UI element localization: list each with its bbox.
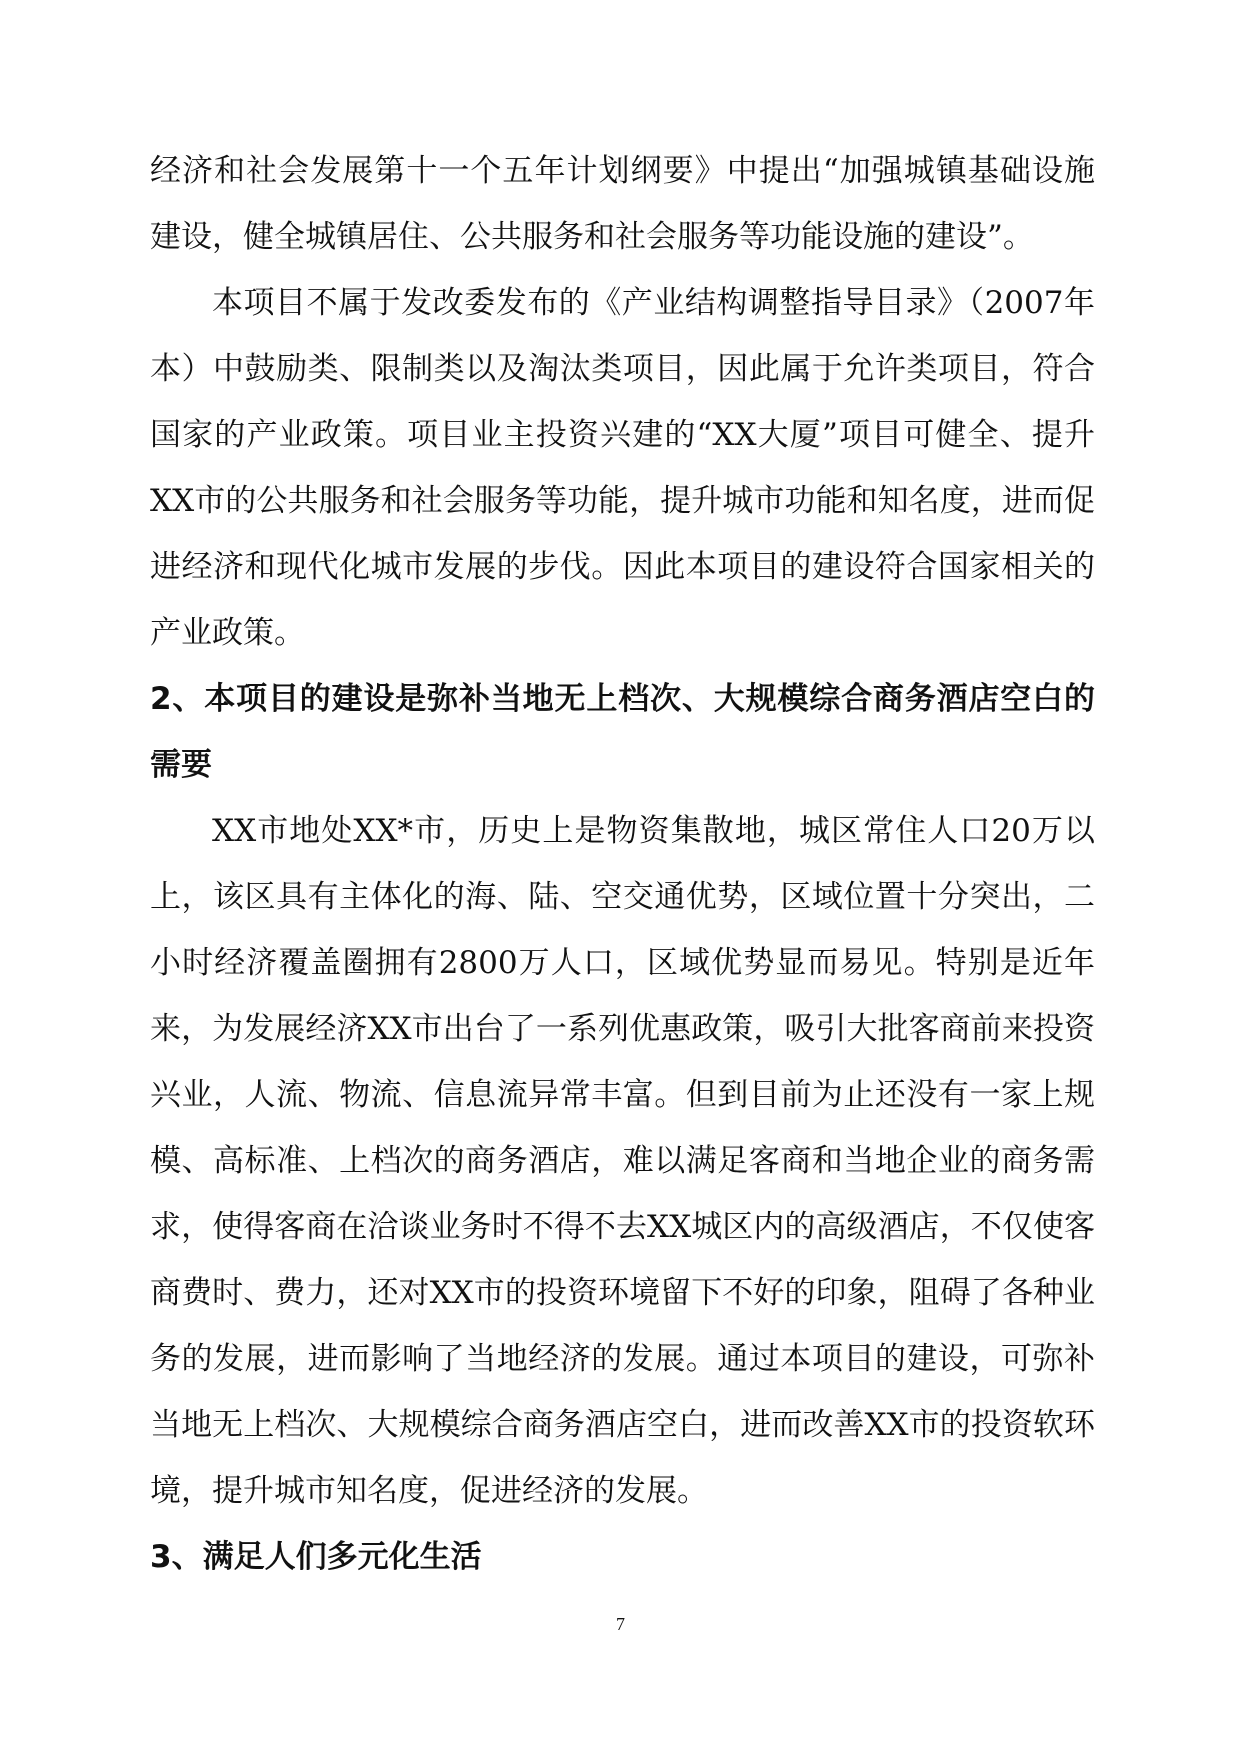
page-number: 7 — [616, 1614, 625, 1634]
section-heading-3: 3、满足人们多元化生活 — [150, 1539, 482, 1575]
paragraph-industry-policy: 本项目不属于发改委发布的《产业结构调整指导目录》（2007年本）中鼓励类、限制类以及淘汰类项目，因此属于允许类项目，符合国家的产业政策。项目业主投资兴建的“XX大厦”项目可健全、提升XX市的公共服务和社会服务等功能，提升城市功能和知名度，进而促进经济和现代化城市发展的步伐。因此本项目的建设符合国家相关的产业政策。 — [150, 285, 1095, 651]
paragraph-business-hotel-need: XX市地处XX*市，历史上是物资集散地，城区常住人口20万以上，该区具有主体化的海、陆、空交通优势，区域位置十分突出，二小时经济覆盖圈拥有2800万人口，区域优势显而易见。特别是近年来，为发展经济XX市出台了一系列优惠政策，吸引大批客商前来投资兴业，人流、物流、信息流异常丰富。但到目前为止还没有一家上规模、高标准、上档次的商务酒店，难以满足客商和当地企业的商务需求，使得客商在洽谈业务时不得不去XX城区内的高级酒店，不仅使客商费时、费力，还对XX市的投资环境留下不好的印象，阻碍了各种业务的发展，进而影响了当地经济的发展。通过本项目的建设，可弥补当地无上档次、大规模综合商务酒店空白，进而改善XX市的投资软环境，提升城市知名度，促进经济的发展。 — [150, 813, 1095, 1509]
section-heading-2: 2、本项目的建设是弥补当地无上档次、大规模综合商务酒店空白的需要 — [150, 681, 1095, 783]
paragraph-policy-intro: 经济和社会发展第十一个五年计划纲要》中提出“加强城镇基础设施建设，健全城镇居住、公共服务和社会服务等功能设施的建设”。 — [150, 153, 1095, 255]
page-content — [150, 150, 1095, 1590]
